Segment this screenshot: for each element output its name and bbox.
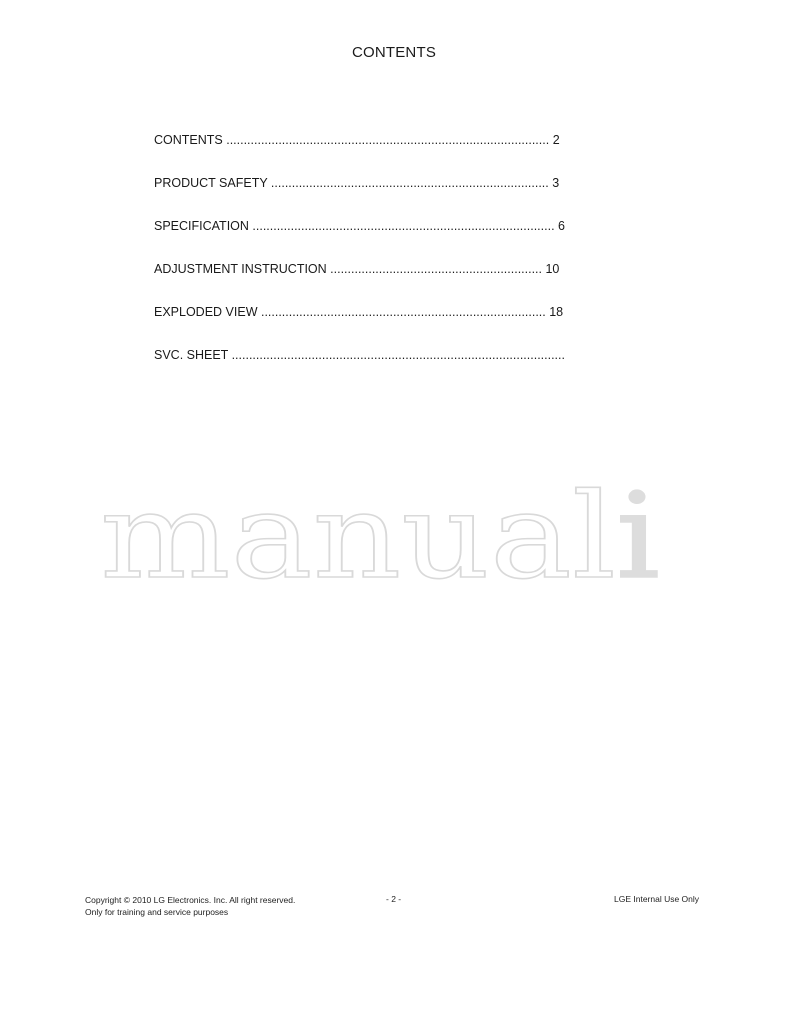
toc-entry-label: EXPLODED VIEW [154, 305, 258, 319]
table-of-contents [154, 133, 565, 391]
toc-entry-adjustment-instruction[interactable] [154, 262, 565, 305]
footer-purpose: Only for training and service purposes [85, 907, 229, 917]
toc-entry-svc-sheet[interactable] [154, 348, 565, 391]
footer-page-number: - 2 - [386, 894, 402, 904]
toc-entry-label: SPECIFICATION [154, 219, 249, 233]
page-title: CONTENTS [351, 44, 437, 61]
watermark-text: manual i [100, 467, 654, 585]
footer-copyright: Copyright © 2010 LG Electronics. Inc. All right reserved. [85, 895, 296, 905]
toc-page-number: 18 [549, 305, 564, 319]
toc-entry-label: PRODUCT SAFETY [154, 176, 268, 190]
toc-page-number: 6 [558, 219, 565, 233]
footer-copyright-block [85, 894, 295, 918]
toc-dot-leader: ................................................................................ [267, 176, 553, 190]
toc-page-number: 3 [552, 176, 560, 190]
toc-entry-contents[interactable] [154, 133, 565, 176]
toc-entry-label: SVC. SHEET [154, 348, 229, 362]
footer-classification: LGE Internal Use Only [614, 894, 700, 904]
toc-entry-label: ADJUSTMENT INSTRUCTION [154, 262, 327, 276]
toc-entry-label: CONTENTS [154, 133, 223, 147]
toc-dot-leader: ............................................................................................. [222, 133, 553, 147]
toc-dot-leader: ............................................................. [326, 262, 546, 276]
toc-page-number: 10 [545, 262, 560, 276]
toc-entry-exploded-view[interactable] [154, 305, 565, 348]
toc-entry-product-safety[interactable] [154, 176, 565, 219]
manuali-watermark [100, 455, 700, 585]
toc-entry-specification[interactable] [154, 219, 565, 262]
toc-dot-leader: ....................................................................................... [248, 219, 559, 233]
toc-dot-leader: .................................................................................. [257, 305, 550, 319]
toc-dot-leader: ................................................................................................ [228, 348, 565, 362]
toc-page-number: 2 [552, 133, 560, 147]
